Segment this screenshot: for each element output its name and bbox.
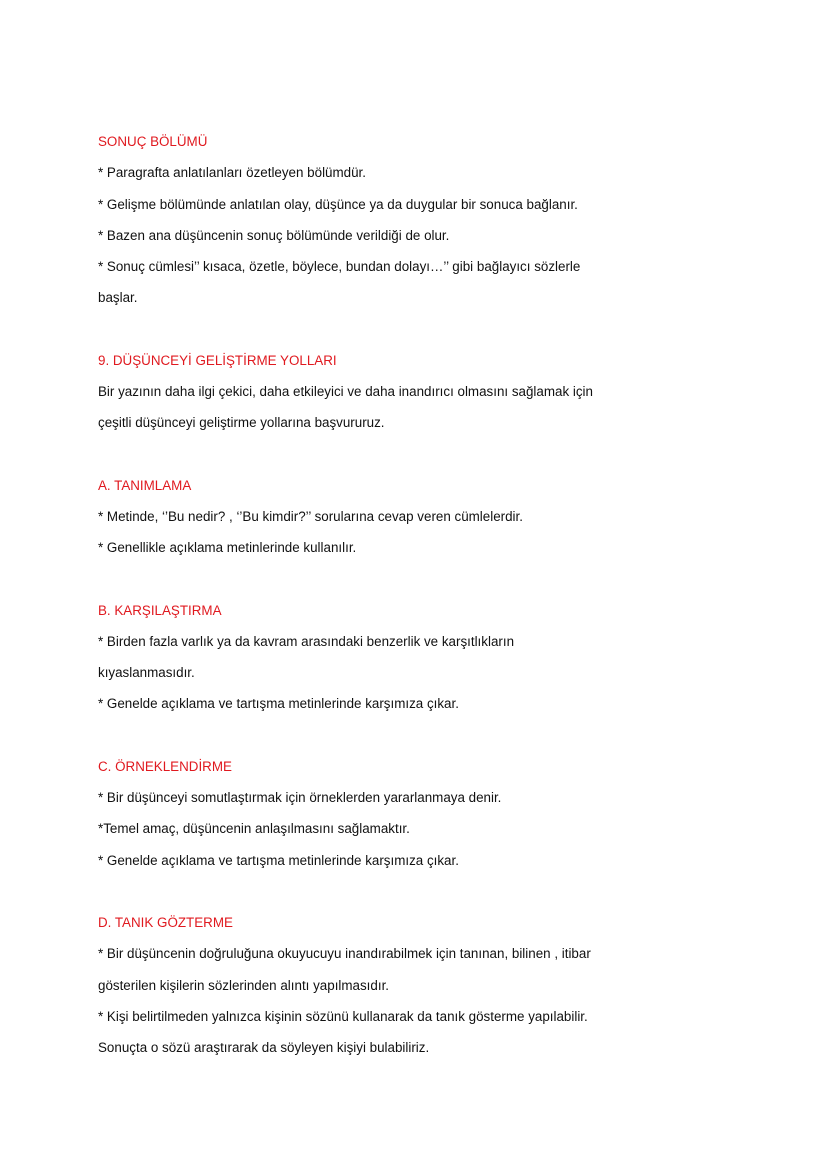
text-line: * Paragrafta anlatılanları özetleyen bölümdür. bbox=[98, 165, 366, 181]
text-line: * Sonuç cümlesi’’ kısaca, özetle, böylece, bundan dolayı…’’ gibi bağlayıcı sözlerle bbox=[98, 259, 581, 275]
text-line: kıyaslanmasıdır. bbox=[98, 665, 195, 681]
text-line: * Genelde açıklama ve tartışma metinlerinde karşımıza çıkar. bbox=[98, 696, 459, 712]
section-heading: C. ÖRNEKLENDİRME bbox=[98, 758, 232, 774]
section-heading: A. TANIMLAMA bbox=[98, 477, 192, 493]
text-line: * Bir düşünceyi somutlaştırmak için örneklerden yararlanmaya denir. bbox=[98, 790, 502, 806]
text-line: * Bir düşüncenin doğruluğuna okuyucuyu inandırabilmek için tanınan, bilinen , itibar bbox=[98, 946, 591, 962]
section-tanimlama bbox=[98, 470, 658, 564]
section-orneklendirme bbox=[98, 751, 658, 876]
text-line: çeşitli düşünceyi geliştirme yollarına başvururuz. bbox=[98, 415, 385, 431]
section-sonuc-bolumu bbox=[98, 126, 658, 314]
section-heading: D. TANIK GÖZTERME bbox=[98, 914, 233, 930]
text-line: * Metinde, ‘’Bu nedir? , ‘’Bu kimdir?’’ sorularına cevap veren cümlelerdir. bbox=[98, 508, 523, 524]
text-line: * Kişi belirtilmeden yalnızca kişinin sözünü kullanarak da tanık gösterme yapılabilir. bbox=[98, 1008, 588, 1024]
section-tanik-gosterme bbox=[98, 907, 658, 1063]
text-line: Sonuçta o sözü araştırarak da söyleyen kişiyi bulabiliriz. bbox=[98, 1040, 430, 1056]
text-line: * Genellikle açıklama metinlerinde kullanılır. bbox=[98, 540, 357, 556]
text-line: * Genelde açıklama ve tartışma metinlerinde karşımıza çıkar. bbox=[98, 852, 459, 868]
document-content bbox=[98, 126, 658, 1094]
section-heading: 9. DÜŞÜNCEYİ GELİŞTİRME YOLLARI bbox=[98, 352, 337, 368]
section-heading: B. KARŞILAŞTIRMA bbox=[98, 602, 222, 618]
text-line: Bir yazının daha ilgi çekici, daha etkileyici ve daha inandırıcı olmasını sağlamak için bbox=[98, 384, 593, 400]
text-line: *Temel amaç, düşüncenin anlaşılmasını sağlamaktır. bbox=[98, 821, 410, 837]
text-line: * Bazen ana düşüncenin sonuç bölümünde verildiği de olur. bbox=[98, 227, 450, 243]
section-heading: SONUÇ BÖLÜMÜ bbox=[98, 134, 208, 149]
text-line: gösterilen kişilerin sözlerinden alıntı yapılmasıdır. bbox=[98, 977, 390, 993]
text-line: * Gelişme bölümünde anlatılan olay, düşünce ya da duygular bir sonuca bağlanır. bbox=[98, 196, 578, 212]
section-karsilastirma bbox=[98, 595, 658, 720]
text-line: başlar. bbox=[98, 290, 138, 306]
text-line: * Birden fazla varlık ya da kavram arasındaki benzerlik ve karşıtlıkların bbox=[98, 633, 515, 649]
section-dusunceyi-gelistirme-yollari bbox=[98, 345, 658, 439]
